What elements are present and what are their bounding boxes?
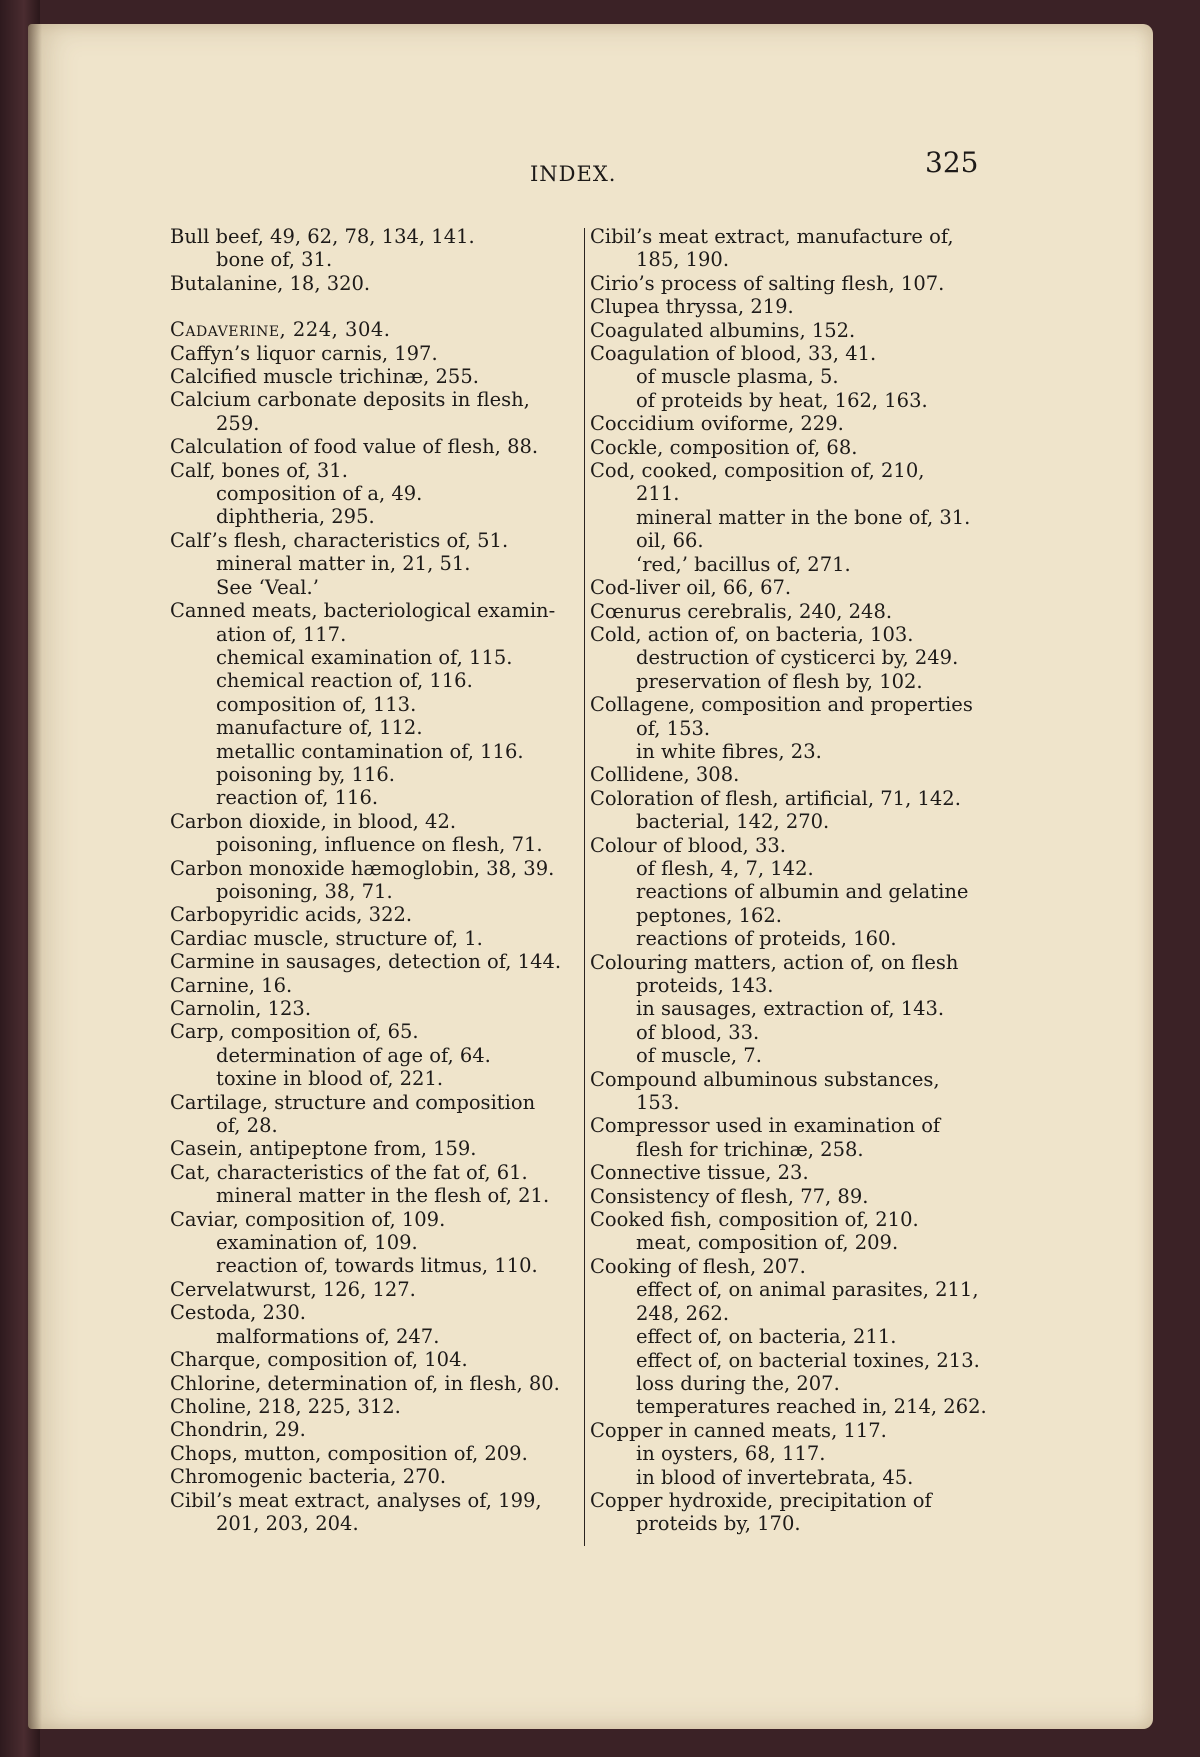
index-subentry: 259.: [216, 411, 260, 435]
index-entry: Compound albuminous substances,: [590, 1067, 940, 1091]
index-subentry: composition of a, 49.: [216, 482, 423, 506]
index-subentry: See ‘Veal.’: [216, 575, 319, 599]
index-subentry: effect of, on bacteria, 211.: [636, 1325, 897, 1349]
index-subentry: flesh for trichinæ, 258.: [636, 1137, 864, 1161]
index-subentry: 248, 262.: [636, 1301, 730, 1325]
index-entry: Carbon monoxide hæmoglobin, 38, 39.: [170, 856, 555, 880]
column-divider: [584, 228, 585, 1546]
index-entry: Cooking of flesh, 207.: [590, 1254, 806, 1278]
index-subentry: of, 153.: [636, 716, 711, 740]
index-subentry: preservation of flesh by, 102.: [636, 669, 923, 693]
index-subentry: peptones, 162.: [636, 903, 783, 927]
index-entry: Cibil’s meat extract, analyses of, 199,: [170, 1488, 542, 1512]
index-entry: Copper in canned meats, 117.: [590, 1418, 887, 1442]
index-subentry: chemical examination of, 115.: [216, 645, 513, 669]
index-entry: Butalanine, 18, 320.: [170, 271, 371, 295]
index-entry: Calcium carbonate deposits in flesh,: [170, 388, 530, 412]
page-number: 325: [925, 146, 979, 179]
index-entry: Coagulation of blood, 33, 41.: [590, 342, 877, 366]
index-entry: Connective tissue, 23.: [590, 1161, 809, 1185]
index-entry: Clupea thryssa, 219.: [590, 295, 794, 319]
index-subentry: proteids by, 170.: [636, 1512, 801, 1536]
index-subentry: examination of, 109.: [216, 1231, 418, 1255]
index-entry: Carnolin, 123.: [170, 997, 312, 1020]
index-subentry: of flesh, 4, 7, 142.: [636, 856, 814, 880]
index-entry: Carbopyridic acids, 322.: [170, 903, 413, 927]
index-subentry: 211.: [636, 482, 680, 506]
index-subentry: ation of, 117.: [216, 622, 347, 646]
index-entry: Carmine in sausages, detection of, 144.: [170, 950, 562, 974]
index-entry: Carnine, 16.: [170, 973, 293, 997]
running-head: INDEX.: [530, 162, 617, 186]
index-entry: Cockle, composition of, 68.: [590, 435, 858, 459]
index-entry: Cœnurus cerebralis, 240, 248.: [590, 599, 893, 623]
index-entry: Cervelatwurst, 126, 127.: [170, 1277, 416, 1301]
index-entry: Cestoda, 230.: [170, 1301, 306, 1325]
index-entry: Cirio’s process of salting flesh, 107.: [590, 271, 945, 295]
index-entry: Choline, 218, 225, 312.: [170, 1394, 401, 1418]
index-entry: Coccidium oviforme, 229.: [590, 412, 844, 436]
index-subentry: poisoning, influence on flesh, 71.: [216, 833, 543, 857]
index-entry: Coagulated albumins, 152.: [590, 318, 856, 342]
index-subentry: poisoning by, 116.: [216, 762, 395, 786]
index-entry: Calculation of food value of flesh, 88.: [170, 435, 539, 459]
index-subentry: in white fibres, 23.: [636, 739, 822, 763]
index-subentry: in blood of invertebrata, 45.: [636, 1465, 914, 1489]
index-subentry: of blood, 33.: [636, 1020, 760, 1044]
index-subentry: toxine in blood of, 221.: [216, 1067, 444, 1091]
index-subentry: of muscle plasma, 5.: [636, 365, 839, 389]
index-subentry: 153.: [636, 1091, 680, 1115]
index-subentry: diphtheria, 295.: [216, 505, 375, 529]
index-subentry: malformations of, 247.: [216, 1324, 440, 1348]
index-subentry: destruction of cysticerci by, 249.: [636, 646, 959, 670]
index-entry: Cod, cooked, composition of, 210,: [590, 459, 925, 483]
index-subentry: composition of, 113.: [216, 692, 417, 716]
index-subentry: chemical reaction of, 116.: [216, 669, 473, 693]
index-entry: Cat, characteristics of the fat of, 61.: [170, 1160, 528, 1184]
index-column-left: [170, 225, 570, 1535]
index-entry: Compressor used in examination of: [590, 1114, 941, 1138]
index-subentry: oil, 66.: [636, 529, 704, 553]
index-entry: Calf’s flesh, characteristics of, 51.: [170, 528, 509, 552]
index-subentry: 201, 203, 204.: [216, 1511, 359, 1535]
index-subentry: proteids, 143.: [636, 974, 774, 997]
index-subentry: bacterial, 142, 270.: [636, 810, 830, 834]
index-entry: Bull beef, 49, 62, 78, 134, 141.: [170, 225, 475, 248]
index-entry: Chromogenic bacteria, 270.: [170, 1465, 447, 1489]
index-subentry: mineral matter in the flesh of, 21.: [216, 1184, 550, 1208]
index-subentry: poisoning, 38, 71.: [216, 879, 393, 903]
index-entry: Consistency of flesh, 77, 89.: [590, 1184, 869, 1208]
index-subentry: metallic contamination of, 116.: [216, 739, 524, 763]
index-entry: Cibil’s meat extract, manufacture of,: [590, 225, 954, 248]
index-entry: Canned meats, bacteriological examin-: [170, 599, 556, 623]
index-entry: Collagene, composition and properties: [590, 693, 973, 717]
index-subentry: temperatures reached in, 214, 262.: [636, 1395, 987, 1419]
index-subentry: ‘red,’ bacillus of, 271.: [636, 552, 851, 576]
index-entry: Cooked fish, composition of, 210.: [590, 1208, 919, 1232]
index-subentry: reactions of proteids, 160.: [636, 927, 897, 951]
index-entry: Collidene, 308.: [590, 763, 740, 787]
index-subentry: mineral matter in, 21, 51.: [216, 552, 471, 576]
index-subentry: manufacture of, 112.: [216, 716, 423, 740]
index-entry: Cold, action of, on bacteria, 103.: [590, 622, 914, 646]
index-subentry: determination of age of, 64.: [216, 1043, 491, 1067]
index-subentry: bone of, 31.: [216, 248, 333, 272]
index-subentry: reaction of, 116.: [216, 786, 379, 810]
index-entry: Carbon dioxide, in blood, 42.: [170, 809, 457, 833]
index-entry: Chondrin, 29.: [170, 1418, 306, 1442]
gutter-shadow: [28, 24, 42, 1729]
index-subentry: in oysters, 68, 117.: [636, 1442, 826, 1466]
index-entry: Cartilage, structure and composition: [170, 1090, 536, 1114]
index-entry: Colour of blood, 33.: [590, 833, 786, 857]
index-subentry: of, 28.: [216, 1114, 278, 1138]
entry-gap: [170, 295, 570, 318]
index-subentry: effect of, on bacterial toxines, 213.: [636, 1348, 980, 1372]
index-subentry: meat, composition of, 209.: [636, 1231, 899, 1255]
index-subentry: loss during the, 207.: [636, 1371, 840, 1395]
index-entry: Cod-liver oil, 66, 67.: [590, 576, 792, 600]
index-column-right: [590, 225, 1000, 1536]
index-entry: Calcified muscle trichinæ, 255.: [170, 365, 479, 389]
index-entry: Cardiac muscle, structure of, 1.: [170, 926, 483, 950]
index-subentry: mineral matter in the bone of, 31.: [636, 505, 971, 529]
index-entry: Calf, bones of, 31.: [170, 458, 348, 482]
index-subentry: of muscle, 7.: [636, 1044, 762, 1068]
index-entry: Caviar, composition of, 109.: [170, 1207, 446, 1231]
index-subentry: reaction of, towards litmus, 110.: [216, 1254, 538, 1278]
index-entry: Caffyn’s liquor carnis, 197.: [170, 341, 438, 365]
index-entry: Chlorine, determination of, in flesh, 80.: [170, 1371, 560, 1395]
index-entry: Charque, composition of, 104.: [170, 1348, 468, 1372]
index-entry: Coloration of flesh, artificial, 71, 142.: [590, 786, 961, 810]
index-entry: Cadaverine, 224, 304.: [170, 318, 391, 342]
index-entry: Carp, composition of, 65.: [170, 1020, 419, 1044]
index-entry: Chops, mutton, composition of, 209.: [170, 1441, 528, 1465]
index-entry: Colouring matters, action of, on flesh: [590, 950, 959, 974]
index-subentry: reactions of albumin and gelatine: [636, 880, 969, 904]
index-subentry: effect of, on animal parasites, 211,: [636, 1278, 979, 1302]
index-entry: Casein, antipeptone from, 159.: [170, 1137, 477, 1161]
index-subentry: of proteids by heat, 162, 163.: [636, 388, 928, 412]
index-subentry: in sausages, extraction of, 143.: [636, 997, 945, 1021]
index-subentry: 185, 190.: [636, 248, 730, 272]
index-entry: Copper hydroxide, precipitation of: [590, 1488, 932, 1512]
